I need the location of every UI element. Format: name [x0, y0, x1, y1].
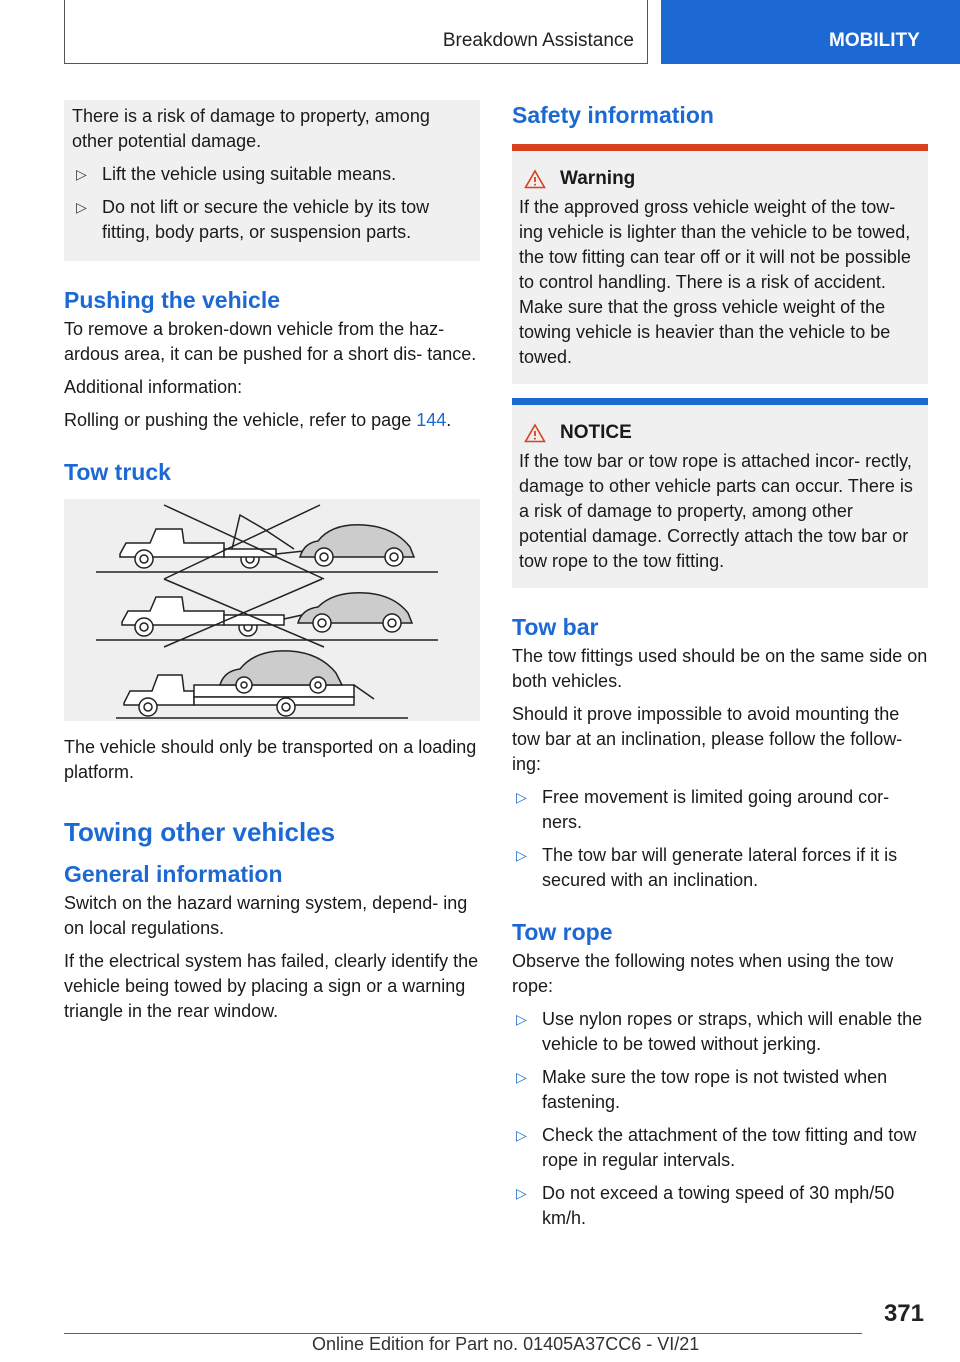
tow-truck-illustration: [64, 499, 480, 721]
triangle-right-icon: ▷: [516, 1011, 527, 1027]
tow-bar-list: [512, 785, 928, 893]
tow-bar-paragraph-2: Should it prove impossible to avoid mounting the tow bar at an inclination, please follow the follow- ing:: [512, 704, 903, 774]
tow-truck-caption: The vehicle should only be transported on a loading platform.: [64, 737, 477, 782]
header-tab-mobility[interactable]: MOBILITY: [661, 0, 960, 64]
notice-box: [512, 398, 928, 588]
list-item: ▷ Lift the vehicle using suitable means.: [72, 162, 472, 187]
warning-title: Warning: [560, 168, 636, 189]
warning-box: [512, 144, 928, 384]
list-item: ▷ Do not lift or secure the vehicle by its tow fitting, body parts, or suspension parts.: [76, 197, 430, 242]
triangle-right-icon: ▷: [516, 847, 527, 863]
notice-title: NOTICE: [560, 422, 632, 443]
notice-text: If the tow bar or tow rope is attached incor- rectly, damage to other vehicle parts can occur. There is a risk of damage to property, among other potential damage. Correctly attach the tow bar or tow rope to the tow fitting.: [519, 451, 913, 571]
heading-tow-truck: Tow truck: [64, 459, 171, 485]
tow-truck-drawing: [64, 499, 480, 721]
right-column: [512, 100, 928, 1239]
list-item: ▷ Free movement is limited going around cor- ners.: [516, 787, 890, 832]
pushing-paragraph: To remove a broken-down vehicle from the haz- ardous area, it can be pushed for a short dis- tance.: [64, 319, 477, 364]
triangle-right-icon: ▷: [516, 1127, 527, 1143]
triangle-right-icon: ▷: [76, 199, 87, 215]
list-item: ▷ Use nylon ropes or straps, which will enable the vehicle to be towed without jerking.: [516, 1009, 923, 1054]
heading-towing-other-vehicles: Towing other vehicles: [64, 817, 336, 847]
triangle-right-icon: ▷: [76, 166, 87, 182]
caution-box: [64, 100, 480, 261]
notice-bar: [512, 398, 928, 405]
notice-title-row: [519, 419, 920, 447]
heading-safety-information: Safety information: [512, 102, 714, 128]
warning-title-row: [519, 165, 920, 193]
general-info-paragraph-1: Switch on the hazard warning system, depend- ing on local regulations.: [64, 893, 468, 938]
general-info-paragraph-2: If the electrical system has failed, clearly identify the vehicle being towed by placing a sign or a warning triangle in the rear window.: [64, 951, 479, 1021]
warning-triangle-icon: [524, 169, 546, 189]
triangle-right-icon: ▷: [516, 1069, 527, 1085]
triangle-right-icon: ▷: [516, 1185, 527, 1201]
page-link[interactable]: 144: [416, 410, 447, 430]
list-item: ▷ The tow bar will generate lateral forces if it is secured with an inclination.: [516, 845, 898, 890]
warning-triangle-icon: [524, 423, 546, 443]
footer-edition: Online Edition for Part no. 01405A37CC6 - VI/21: [312, 1334, 700, 1354]
triangle-right-icon: ▷: [516, 789, 527, 805]
heading-general-information: General information: [64, 861, 283, 887]
page-number: 371: [883, 1300, 924, 1327]
tow-bar-paragraph-1: The tow fittings used should be on the same side on both vehicles.: [512, 646, 928, 691]
left-column: [64, 100, 480, 1032]
list-item: ▷ Do not exceed a towing speed of 30 mph/50 km/h.: [516, 1183, 895, 1228]
additional-info-label: Additional information:: [64, 377, 243, 397]
warning-text: If the approved gross vehicle weight of the tow- ing vehicle is lighter than the vehicle to be towed, the tow fitting can tear off or it will not be possible to control handling. There is a risk of accident. Make sure that the gross vehicle weight of the towing vehicle is heavier than the vehicle to be towed.: [519, 197, 911, 367]
warning-bar: [512, 144, 928, 151]
heading-tow-rope: Tow rope: [512, 919, 613, 945]
list-item: ▷ Check the attachment of the tow fitting and tow rope in regular intervals.: [516, 1125, 917, 1170]
caution-intro: There is a risk of damage to property, among other potential damage.: [72, 106, 430, 151]
page-reference: Rolling or pushing the vehicle, refer to page 144.: [64, 410, 452, 430]
header-section-title: Breakdown Assistance: [442, 30, 634, 51]
list-item: ▷ Make sure the tow rope is not twisted when fastening.: [516, 1067, 888, 1112]
caution-list: [72, 162, 472, 245]
tow-rope-list: [512, 1007, 928, 1231]
heading-tow-bar: Tow bar: [512, 614, 599, 640]
tow-rope-paragraph: Observe the following notes when using the tow rope:: [512, 951, 894, 996]
heading-pushing-vehicle: Pushing the vehicle: [64, 287, 280, 313]
